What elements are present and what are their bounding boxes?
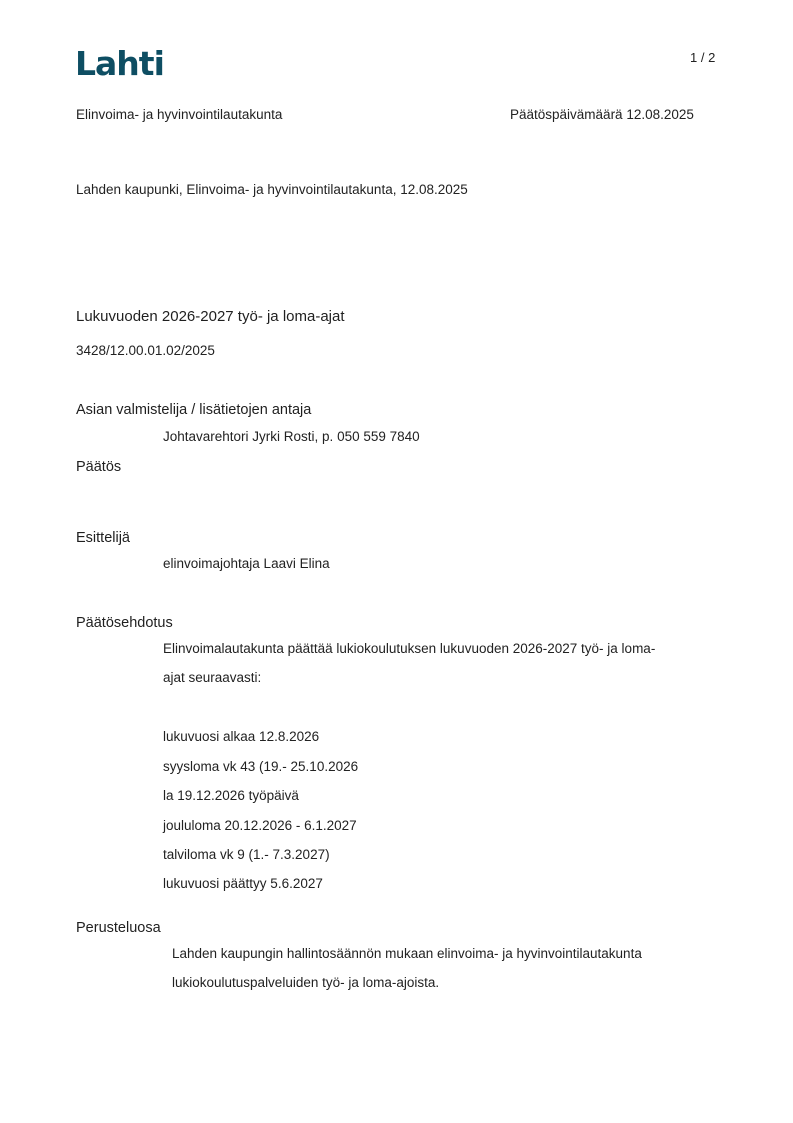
presenter-name: elinvoimajohtaja Laavi Elina xyxy=(163,556,330,571)
proposal-heading: Päätösehdotus xyxy=(76,615,173,631)
rationale-heading: Perusteluosa xyxy=(76,920,161,936)
committee-name: Elinvoima- ja hyvinvointilautakunta xyxy=(76,107,283,122)
decision-date: Päätöspäivämäärä 12.08.2025 xyxy=(510,107,694,122)
reference-line: Lahden kaupunki, Elinvoima- ja hyvinvointilautakunta, 12.08.2025 xyxy=(76,182,468,197)
schedule-item: joululoma 20.12.2026 - 6.1.2027 xyxy=(163,818,357,833)
schedule-item: la 19.12.2026 työpäivä xyxy=(163,788,299,803)
document-title: Lukuvuoden 2026-2027 työ- ja loma-ajat xyxy=(76,308,345,325)
schedule-item: syysloma vk 43 (19.- 25.10.2026 xyxy=(163,759,359,774)
preparer-contact: Johtavarehtori Jyrki Rosti, p. 050 559 7840 xyxy=(163,429,420,444)
decision-heading: Päätös xyxy=(76,459,122,475)
rationale-text-line-2: lukiokoulutuspalveluiden työ- ja loma-ajoista. xyxy=(172,975,440,990)
schedule-item: talviloma vk 9 (1.- 7.3.2027) xyxy=(163,847,330,862)
preparer-heading: Asian valmistelija / lisätietojen antaja xyxy=(76,402,312,418)
page-number: 1 / 2 xyxy=(690,50,716,65)
presenter-heading: Esittelijä xyxy=(76,530,130,546)
schedule-item: lukuvuosi alkaa 12.8.2026 xyxy=(163,729,320,744)
proposal-text-line-1: Elinvoimalautakunta päättää lukiokoulutuksen lukuvuoden 2026-2027 työ- ja loma- xyxy=(163,641,656,656)
case-number: 3428/12.00.01.02/2025 xyxy=(76,343,215,358)
lahti-logo: Lahti xyxy=(75,44,164,83)
schedule-item: lukuvuosi päättyy 5.6.2027 xyxy=(163,876,323,891)
rationale-text-line-1: Lahden kaupungin hallintosäännön mukaan elinvoima- ja hyvinvointilautakunta xyxy=(172,946,642,961)
proposal-text-line-2: ajat seuraavasti: xyxy=(163,670,262,685)
